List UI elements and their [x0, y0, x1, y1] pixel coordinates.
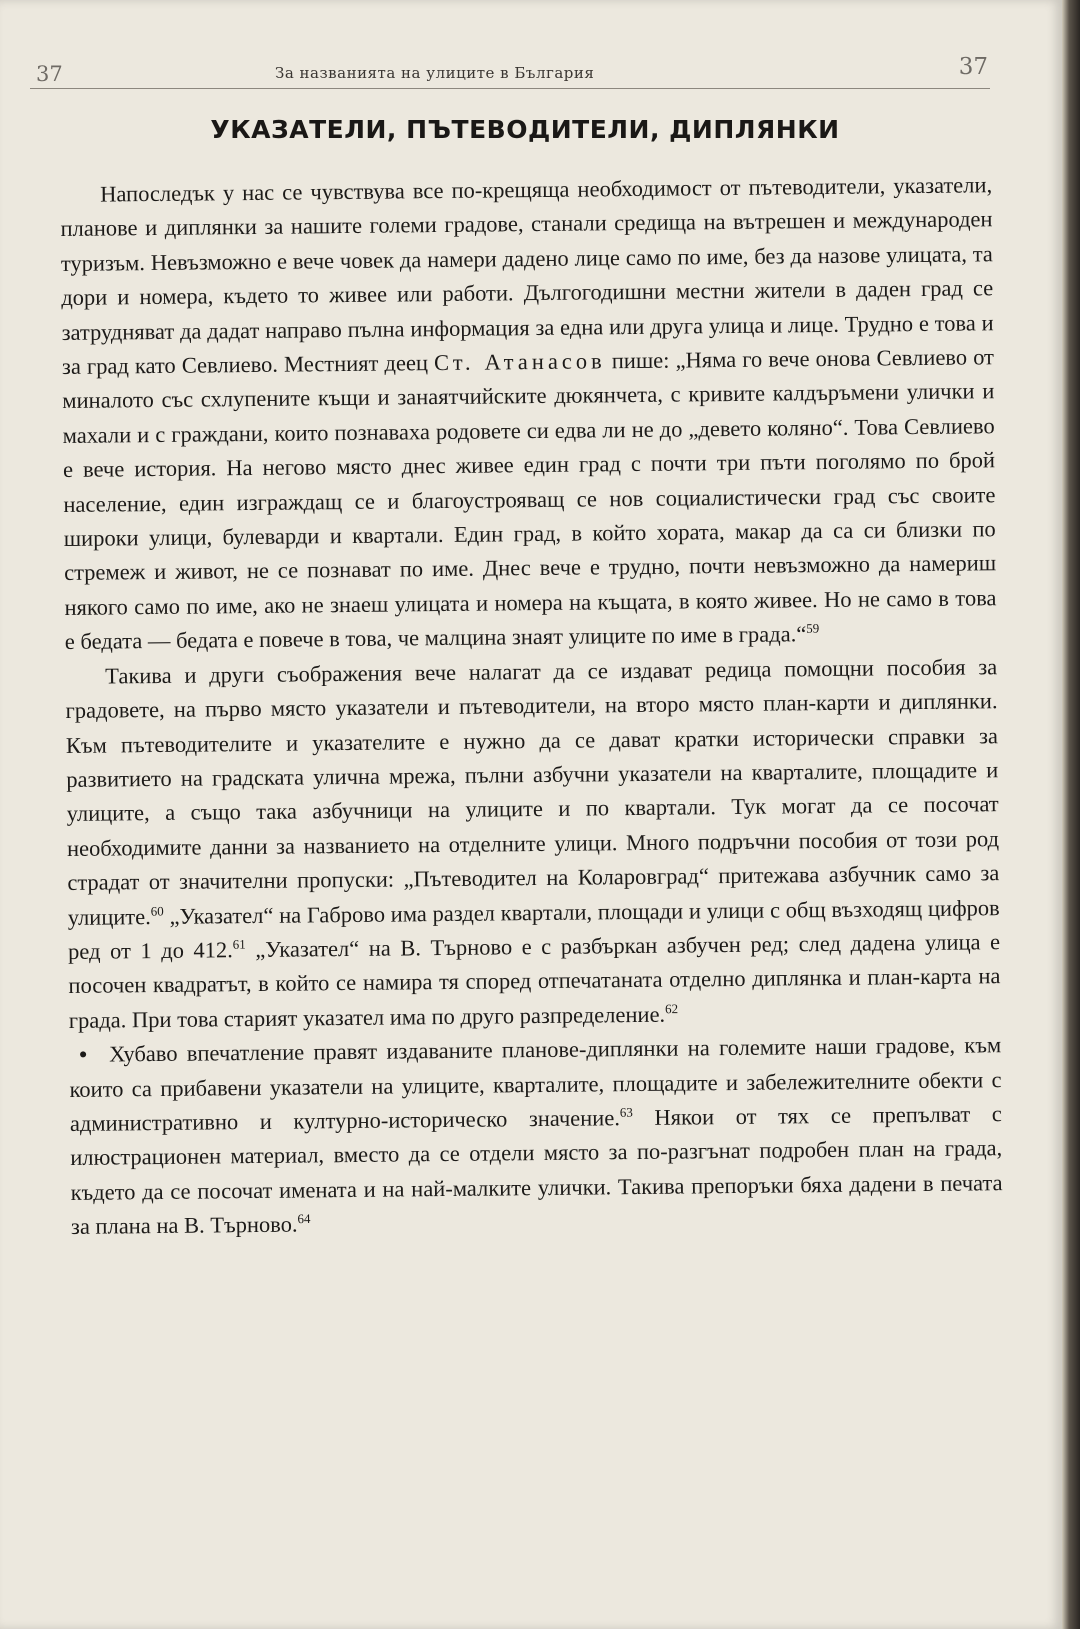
paragraph-3-text-a: Хубаво впечатление правят издаваните планове-диплянки на големите наши градове, към които са прибавени указатели на улиците, кварталите, площадите и забележителните обекти с административно и културно-историческо значение.	[69, 1032, 1002, 1136]
author-name: Ст. Атанасов	[433, 348, 606, 376]
paragraph-1-text-a: Напоследък у нас се чувствува все по-крещяща необходимост от пътеводители, указатели, планове и диплянки за нашите големи градове, станали средища на вътрешен и международен туризъм. Невъзможно е вече човек да намери дадено лице само по име, без да назове улицата, та дори и номера, където то живее или работи. Дългогодишни местни жители в даден град се затрудняват да дадат направо пълна информация за една или друга улица и лице. Трудно е това и за град като Севлиево. Местният деец	[60, 172, 994, 380]
paragraph-2-text-b: „Указател“ на Габрово има раздел квартали, площади и улици с общ възходящ цифров ред от 1 до 412.	[67, 894, 1000, 964]
paragraph-2-text-c: „Указател“ на В. Търново е с разбъркан азбучен ред; след дадена улица е посочен квадратът, в който се намира тя според отпечатаната отделно диплянка и план-карта на града. При това старият указател има по друго разпределение.	[68, 929, 1001, 1033]
paragraph-1-text-b: пише: „Няма го вече онова Севлиево от миналото със схлупените къщи и занаятчийските дюкянчета, с кривите калдъръмени улички и махали и с граждани, които познаваха родовете си едва ли не до „девето коляно“. Това Севлиево е вече история. На негово място днес живее един град с почти три пъти поголямо по брой население, един изграждащ се и благоустрояващ се нов социалистически град със своите широки улици, булеварди и квартали. Един град, в който хората, макар да са си близки по стремеж и живот, не се познават по име. Днес вече е трудно, почти невъзможно да намериш някого само по име, ако не знаеш улицата и номера на къщата, в която живее. Но не само в това е бедата — бедата е повече в това, че малцина знаят улиците по име в града.“	[62, 344, 997, 655]
body-text	[60, 168, 1003, 1244]
page-edge-shadow	[1062, 0, 1080, 1629]
footnote-ref-60: 60	[150, 902, 164, 919]
footnote-ref-64: 64	[297, 1211, 311, 1227]
paragraph-2-text-a: Такива и други съображения вече налагат да се издават редица помощни пособия за градовете, на първо място указатели и пътеводители, на второ място план-карти и диплянки. Към пътеводителите и указателите е нужно да се дават кратки исторически справки за развитието на градската улична мрежа, пълни азбучни указатели на кварталите, площадите и улиците, а също така азбучници на улиците и по квартали. Тук могат да се посочат необходимите данни за названието на отделните улици. Много подръчни пособия от този род страдат от значителни пропуски: „Пътеводител на Коларовград“ притежава азбучник само за улиците.	[65, 653, 1000, 930]
paragraph-2	[65, 650, 1001, 1038]
page-number-right: 37	[958, 54, 988, 80]
running-header	[30, 52, 990, 89]
paragraph-3	[69, 1028, 1003, 1244]
footnote-ref-61: 61	[232, 936, 246, 952]
paragraph-1	[60, 168, 997, 659]
bullet-mark: •	[79, 1041, 88, 1068]
footnote-ref-59: 59	[806, 620, 820, 636]
footnote-ref-63: 63	[619, 1104, 633, 1120]
page-number-left: 37	[36, 62, 63, 86]
paragraph-3-text-b: Някои от тях се препълват с илюстрационен материал, вместо да се отдели място за по-разгънат подробен план на града, където да се посочат имената и на най-малките улички. Такива препоръки бяха дадени в печата за плана на В. Търново.	[70, 1101, 1003, 1240]
chapter-title: УКАЗАТЕЛИ, ПЪТЕВОДИТЕЛИ, ДИПЛЯНКИ	[210, 115, 840, 144]
running-title: За названията на улиците в България	[275, 64, 595, 82]
footnote-ref-62: 62	[664, 1000, 679, 1016]
